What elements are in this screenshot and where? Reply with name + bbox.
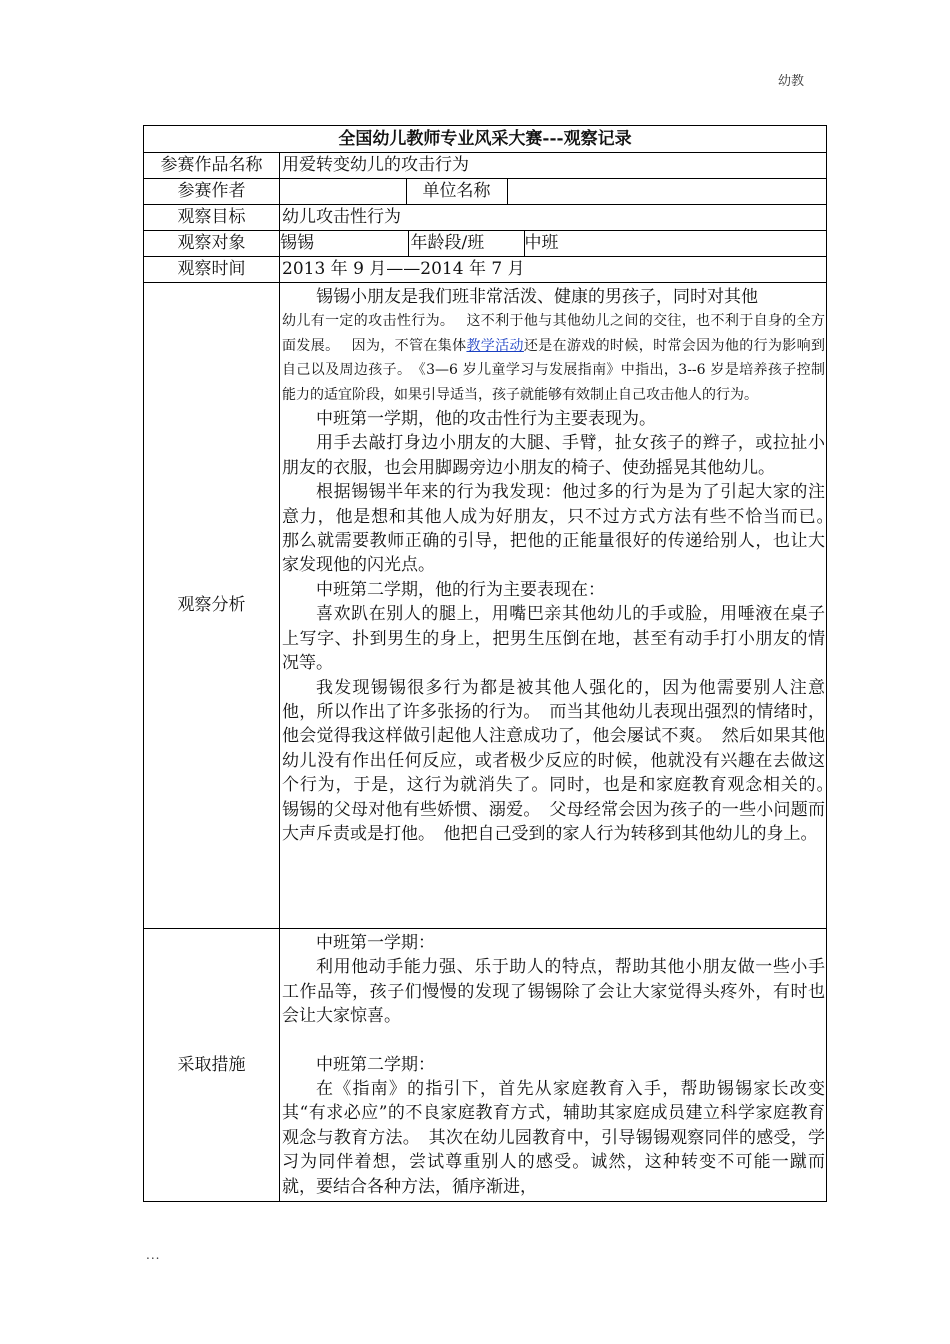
analysis-p1-rest: 还是在游戏的时候，时常会因为他的行为影响到自己以及周边孩子。 《3—6 岁儿童学习与发展指南》中指出，3--6 岁是培养孩子控制能力的适宜阶段，如果引导适当，孩子就能够有效制止自己攻击他人的行为。 xyxy=(282,337,826,403)
measures-p4: 在《指南》的指引下，首先从家庭教育入手，帮助锡锡家长改变其“有求必应”的不良家庭教育方式，辅助其家庭成员建立科学家庭教育观念与教育方法。 其次在幼儿园教育中，引导锡锡观察同伴的感受，学习为同伴着想，尝试尊重别人的感受。诚然，这种转变不可能一蹴而就，要结合各种方法，循序渐进， xyxy=(282,1079,825,1197)
unit-value xyxy=(507,179,826,204)
subject-label: 观察对象 xyxy=(144,231,280,257)
subject-row xyxy=(280,231,827,257)
teaching-activity-link[interactable]: 教学活动 xyxy=(466,337,524,354)
age-value: 中班 xyxy=(524,233,559,253)
analysis-label: 观察分析 xyxy=(144,283,280,929)
measures-body xyxy=(280,929,827,1202)
author-value xyxy=(280,179,406,204)
goal-label: 观察目标 xyxy=(144,205,280,231)
work-name-label: 参赛作品名称 xyxy=(144,153,280,179)
age-label: 年龄段/班 xyxy=(408,231,524,256)
measures-p2: 利用他动手能力强、乐于助人的特点，帮助其他小朋友做一些小手工作品等，孩子们慢慢的发现了锡锡除了会让大家觉得头疼外，有时也会让大家惊喜。 xyxy=(282,957,825,1027)
analysis-p1-text: 幼儿有一定的攻击性行为。 这不利于他与其他幼儿之间的交往，也不利于自身的全方面发展。 因为，不管在集体 xyxy=(282,313,825,354)
measures-p1: 中班第一学期： xyxy=(316,933,435,953)
analysis-p6: 喜欢趴在别人的腿上，用嘴巴亲其他幼儿的手或脸，用唾液在桌子上写字、扑到男生的身上，把男生压倒在地，甚至有动手打小朋友的情况等。 xyxy=(282,604,825,674)
analysis-p2: 中班第一学期，他的攻击性行为主要表现为。 xyxy=(316,409,656,430)
goal-value: 幼儿攻击性行为 xyxy=(280,205,827,231)
analysis-p4: 根据锡锡半年来的行为我发现：他过多的行为是为了引起大家的注意力，他是想和其他人成为好朋友，只不过方式方法有些不恰当而已。 那么就需要教师正确的引导，把他的正能量很好的传递给别人，也让大家发现他的闪光点。 xyxy=(282,482,842,576)
time-label: 观察时间 xyxy=(144,257,280,283)
header-note: 幼教 xyxy=(778,74,805,89)
record-title: 全国幼儿教师专业风采大赛---观察记录 xyxy=(144,126,827,153)
author-label: 参赛作者 xyxy=(144,179,280,205)
measures-spacer xyxy=(282,1029,825,1053)
measures-label: 采取措施 xyxy=(144,929,280,1202)
analysis-p7: 我发现锡锡很多行为都是被其他人强化的，因为他需要别人注意他，所以作出了许多张扬的行为。 而当其他幼儿表现出强烈的情绪时，他会觉得我这样做引起他人注意成功了，他会屡试不爽。 然后如果其他幼儿没有作出任何反应，或者极少反应的时候，他就没有兴趣在去做这个行为，于是，这行为就消失了。同时，也是和家庭教育观念相关的。 锡锡的父母对他有些娇惯、溺爱。 父母经常会因为孩子的一些小问题而大声斥责或是打他。 他把自己受到的家人行为转移到其他幼儿的身上。 xyxy=(282,677,842,844)
measures-p3: 中班第二学期： xyxy=(316,1054,435,1075)
analysis-body xyxy=(280,283,842,929)
analysis-p1-lead: 锡锡小朋友是我们班非常活泼、健康的男孩子，同时对其他 xyxy=(316,287,758,307)
unit-label: 单位名称 xyxy=(406,179,507,204)
analysis-p3: 用手去敲打身边小朋友的大腿、手臂，扯女孩子的辫子，或拉扯小朋友的衣服，也会用脚踢旁边小朋友的椅子、使劲摇晃其他幼儿。 xyxy=(282,433,825,478)
analysis-p1 xyxy=(282,309,825,407)
time-value: 2013 年 9 月——2014 年 7 月 xyxy=(280,257,827,283)
author-row xyxy=(280,179,827,205)
work-name-value: 用爱转变幼儿的攻击行为 xyxy=(280,153,827,179)
footer-note: ... xyxy=(146,1248,161,1262)
observation-record-table xyxy=(143,125,842,1202)
analysis-p5: 中班第二学期，他的行为主要表现在： xyxy=(316,579,605,600)
subject-value: 锡锡 xyxy=(280,233,314,253)
